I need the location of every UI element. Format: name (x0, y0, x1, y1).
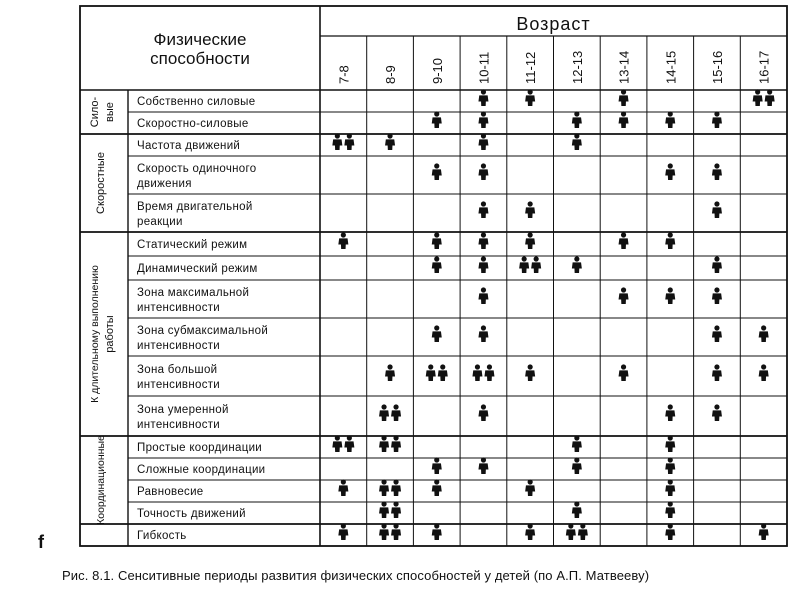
sensitivity-mark (665, 457, 675, 474)
child-figure (712, 111, 722, 128)
child-figure (759, 364, 769, 381)
child-figure (572, 111, 582, 128)
age-label: 14-15 (663, 50, 679, 84)
child-figure (665, 404, 675, 421)
ability-row-label: Частота движений (137, 140, 241, 152)
child-figure (379, 523, 389, 540)
age-label: 8-9 (383, 65, 399, 84)
sensitivity-mark (712, 404, 722, 421)
sensitivity-mark (759, 325, 769, 342)
sensitivity-mark (332, 133, 354, 150)
child-figure (338, 232, 348, 249)
sensitivity-mark (759, 523, 769, 540)
sensitivity-mark (478, 325, 488, 342)
sensitivity-mark (753, 89, 775, 106)
sensitivity-mark (619, 364, 629, 381)
sensitivity-mark (712, 287, 722, 304)
age-label: 16-17 (756, 50, 772, 84)
child-figure (432, 256, 442, 273)
group-label: вые (104, 102, 116, 122)
sensitivity-mark (338, 523, 348, 540)
sensitivity-mark (572, 133, 582, 150)
age-label: 13-14 (616, 50, 632, 84)
sensitivity-mark (432, 457, 442, 474)
child-figure (478, 232, 488, 249)
child-figure (484, 364, 494, 381)
group-label: Скоростные (95, 152, 107, 214)
child-figure (478, 201, 488, 218)
figure-caption: Рис. 8.1. Сенситивные периоды развития физических способностей у детей (по А.П. Матвееву) (62, 568, 650, 583)
child-figure (391, 404, 401, 421)
child-figure (385, 364, 395, 381)
child-figure (438, 364, 448, 381)
sensitivity-mark (572, 256, 582, 273)
sensitivity-mark (619, 111, 629, 128)
child-figure (572, 435, 582, 452)
child-figure (472, 364, 482, 381)
child-figure (712, 287, 722, 304)
ability-row-label: Зона максимальной интенсивности (137, 287, 250, 314)
child-figure (665, 232, 675, 249)
child-figure (619, 364, 629, 381)
sensitivity-mark (432, 163, 442, 180)
child-figure (385, 133, 395, 150)
child-figure (344, 133, 354, 150)
sensitivity-mark (432, 256, 442, 273)
sensitivity-mark (432, 479, 442, 496)
sensitivity-mark (478, 201, 488, 218)
ability-row-label: Равновесие (137, 486, 204, 498)
child-figure (566, 523, 576, 540)
sensitivity-mark (478, 232, 488, 249)
child-figure (712, 201, 722, 218)
child-figure (525, 89, 535, 106)
age-label: 9-10 (429, 57, 445, 84)
child-figure (759, 325, 769, 342)
sensitivity-mark (379, 479, 401, 496)
child-figure (531, 256, 541, 273)
sensitivity-mark (525, 232, 535, 249)
sensitivity-mark (665, 523, 675, 540)
age-label: 10-11 (476, 51, 492, 84)
sensitivity-mark (379, 501, 401, 518)
child-figure (432, 111, 442, 128)
sensitivity-mark (525, 479, 535, 496)
ability-row-label: Простые координации (137, 442, 263, 454)
sensitivity-mark (519, 256, 541, 273)
sensitivity-mark (379, 435, 401, 452)
child-figure (426, 364, 436, 381)
child-figure (525, 364, 535, 381)
sensitivity-mark (432, 325, 442, 342)
ability-row-label: Динамический режим (137, 263, 258, 275)
sensitivity-mark (478, 457, 488, 474)
sensitivity-mark (712, 325, 722, 342)
child-figure (619, 111, 629, 128)
sensitivity-mark (566, 523, 588, 540)
sensitivity-mark (426, 364, 448, 381)
ability-row-label: Скорость одиночного движения (137, 163, 257, 190)
sensitivity-mark (478, 163, 488, 180)
sensitivity-mark (619, 287, 629, 304)
child-figure (478, 287, 488, 304)
child-figure (712, 404, 722, 421)
child-figure (478, 163, 488, 180)
sensitivity-mark (379, 404, 401, 421)
child-figure (665, 457, 675, 474)
sensitivity-mark (759, 364, 769, 381)
child-figure (344, 435, 354, 452)
age-label: 12-13 (569, 50, 585, 84)
sensitivity-mark (385, 364, 395, 381)
child-figure (379, 404, 389, 421)
child-figure (525, 523, 535, 540)
child-figure (525, 479, 535, 496)
sensitivity-mark (572, 111, 582, 128)
sensitivity-mark (432, 523, 442, 540)
sensitivity-mark (432, 232, 442, 249)
margin-mark: f (38, 532, 44, 552)
sensitivity-mark (712, 256, 722, 273)
child-figure (712, 325, 722, 342)
child-figure (391, 501, 401, 518)
sensitivity-mark (665, 232, 675, 249)
child-figure (572, 457, 582, 474)
child-figure (478, 256, 488, 273)
sensitivity-mark (619, 89, 629, 106)
sensitivity-mark (665, 163, 675, 180)
child-figure (478, 457, 488, 474)
ability-row-label: Время двигательной реакции (137, 201, 253, 228)
child-figure (379, 501, 389, 518)
sensitivity-mark (338, 232, 348, 249)
child-figure (432, 232, 442, 249)
child-figure (338, 523, 348, 540)
sensitivity-mark (472, 364, 494, 381)
child-figure (432, 523, 442, 540)
header-abilities-line-2: способности (150, 49, 250, 68)
child-figure (665, 111, 675, 128)
child-figure (619, 287, 629, 304)
child-figure (478, 325, 488, 342)
child-figure (332, 435, 342, 452)
sensitivity-mark (712, 364, 722, 381)
sensitivity-mark (332, 435, 354, 452)
child-figure (519, 256, 529, 273)
sensitivity-mark (478, 111, 488, 128)
ability-row-label: Зона большой интенсивности (137, 364, 221, 391)
child-figure (432, 325, 442, 342)
sensitivity-mark (525, 89, 535, 106)
child-figure (432, 457, 442, 474)
child-figure (478, 111, 488, 128)
sensitivity-mark (525, 523, 535, 540)
child-figure (525, 232, 535, 249)
child-figure (712, 364, 722, 381)
sensitivity-mark (432, 111, 442, 128)
child-figure (572, 501, 582, 518)
header-age-title: Возраст (516, 14, 591, 34)
sensitivity-mark (665, 404, 675, 421)
child-figure (753, 89, 763, 106)
ability-row-label: Статический режим (137, 239, 248, 251)
ability-row-label: Зона субмаксимальной интенсивности (137, 325, 269, 352)
ability-row-label: Собственно силовые (137, 96, 256, 108)
sensitivity-mark (379, 523, 401, 540)
child-figure (665, 501, 675, 518)
sensitivity-mark (478, 89, 488, 106)
child-figure (391, 479, 401, 496)
child-figure (665, 163, 675, 180)
ability-row-label: Сложные координации (137, 464, 266, 476)
child-figure (478, 89, 488, 106)
child-figure (391, 523, 401, 540)
child-figure (665, 435, 675, 452)
child-figure (478, 133, 488, 150)
ability-row-label: Зона умеренной интенсивности (137, 404, 229, 431)
child-figure (379, 435, 389, 452)
child-figure (432, 479, 442, 496)
age-label: 7-8 (336, 65, 352, 84)
sensitivity-mark (572, 457, 582, 474)
child-figure (478, 404, 488, 421)
sensitivity-mark (665, 479, 675, 496)
child-figure (665, 479, 675, 496)
child-figure (665, 287, 675, 304)
header-abilities-line-1: Физические (153, 30, 247, 49)
group-label: работы (104, 315, 116, 353)
sensitivity-mark (525, 364, 535, 381)
child-figure (525, 201, 535, 218)
child-figure (665, 523, 675, 540)
sensitivity-mark (338, 479, 348, 496)
sensitivity-mark (572, 435, 582, 452)
child-figure (379, 479, 389, 496)
sensitivity-mark (478, 256, 488, 273)
sensitivity-mark (525, 201, 535, 218)
sensitivity-mark (665, 111, 675, 128)
age-label: 11-12 (523, 51, 539, 84)
child-figure (332, 133, 342, 150)
group-label: Координационные (95, 435, 107, 525)
sensitivity-mark (478, 133, 488, 150)
sensitivity-mark (712, 111, 722, 128)
sensitivity-mark (619, 232, 629, 249)
sensitivity-mark (665, 287, 675, 304)
child-figure (338, 479, 348, 496)
child-figure (759, 523, 769, 540)
sensitivity-mark (712, 201, 722, 218)
ability-row-label: Гибкость (137, 530, 187, 542)
sensitivity-mark (665, 435, 675, 452)
sensitivity-mark (572, 501, 582, 518)
child-figure (765, 89, 775, 106)
sensitivity-mark (712, 163, 722, 180)
group-label: К длительному выполнению (89, 265, 101, 403)
group-label: Сило- (89, 96, 101, 128)
age-label: 15-16 (709, 50, 725, 84)
child-figure (572, 256, 582, 273)
sensitivity-mark (385, 133, 395, 150)
sensitivity-mark (665, 501, 675, 518)
child-figure (391, 435, 401, 452)
child-figure (619, 89, 629, 106)
child-figure (432, 163, 442, 180)
child-figure (578, 523, 588, 540)
ability-row-label: Скоростно-силовые (137, 118, 249, 130)
child-figure (712, 163, 722, 180)
sensitivity-mark (478, 404, 488, 421)
child-figure (572, 133, 582, 150)
ability-row-label: Точность движений (137, 508, 246, 520)
child-figure (712, 256, 722, 273)
child-figure (619, 232, 629, 249)
sensitivity-mark (478, 287, 488, 304)
